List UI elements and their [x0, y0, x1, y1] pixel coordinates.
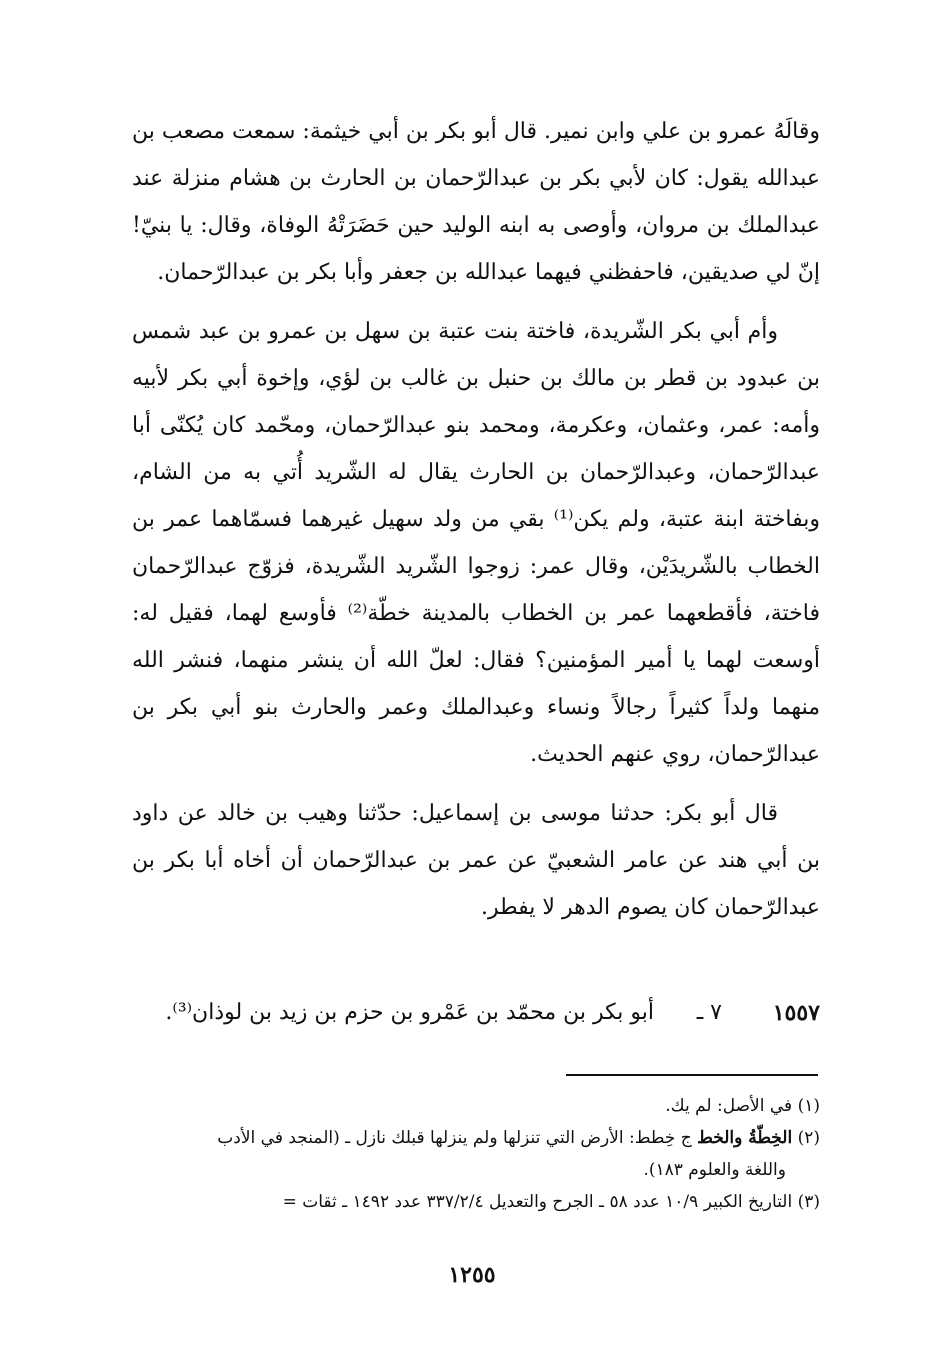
main-text [132, 108, 820, 943]
footnote-marker: (١) [797, 1096, 820, 1116]
page-number: ١٢٥٥ [448, 1262, 496, 1288]
footnote-text: التاريخ الكبير ١٠/٩ عدد ٥٨ ـ الجرح والتعديل ٣٣٧/٢/٤ عدد ١٤٩٢ ـ ثقات = [282, 1192, 793, 1212]
entry-ordinal: ٧ ـ [696, 1000, 722, 1025]
footnote-continuation: واللغة والعلوم ١٨٣). [643, 1160, 786, 1180]
footnotes [132, 1090, 820, 1218]
entry-title: أبو بكر بن محمّد بن عَمْرو بن حزم بن زيد بن لوذان⁽³⁾. [165, 1000, 654, 1025]
entry-number: ١٥٥٧ [772, 1000, 820, 1026]
paragraph-3: قال أبو بكر: حدثنا موسى بن إسماعيل: حدّثنا وهيب بن خالد عن داود بن أبي هند عن عامر الشعبيّ عن عمر بن عبدالرّحمان أن أخاه أبا بكر بن عبدالرّحمان كان يصوم الدهر لا يفطر. [132, 801, 820, 920]
footnote-2 [132, 1122, 820, 1186]
footnote-3 [132, 1186, 820, 1218]
paragraph-2: وأم أبي بكر الشّريدة، فاختة بنت عتبة بن سهل بن عمرو بن عبد شمس بن عبدود بن قطر بن مالك بن حنبل بن غالب بن لؤي، وإخوة أبي بكر لأبيه وأمه: عمر، وعثمان، وعكرمة، ومحمد بنو عبدالرّحمان، ومحّمد كان يُكنّى أبا عبدالرّحمان، وعبدالرّحمان بن الحارث يقال له الشّريد أُتي به من الشام، وبفاختة ابنة عتبة، ولم يكن⁽¹⁾ بقي من ولد سهيل غيرهما فسمّاهما عمر بن الخطاب بالشّريدَيْن، وقال عمر: زوجوا الشّريد الشّريدة، فزوّج عبدالرّحمان فاختة، فأقطعهما عمر بن الخطاب بالمدينة خطّة⁽²⁾ فأوسع لهما، فقيل له: أوسعت لهما يا أمير المؤمنين؟ فقال: لعلّ الله أن ينشر منهما، فنشر الله منهما ولداً كثيراً رجالاً ونساء وعبدالملك وعمر والحارث بنو أبي بكر بن عبدالرّحمان، روي عنهم الحديث. [132, 319, 820, 767]
footnote-separator [566, 1074, 818, 1076]
footnote-text: ج خِطط: الأرض التي تنزلها ولم ينزلها قبلك نازل ـ (المنجد في الأدب [217, 1128, 698, 1148]
footnote-marker: (٢) [797, 1128, 820, 1148]
paragraph-1: وقالَهُ عمرو بن علي وابن نمير. قال أبو بكر بن أبي خيثمة: سمعت مصعب بن عبدالله يقول: كان لأبي بكر بن عبدالرّحمان بن الحارث بن هشام منزلة عند عبدالملك بن مروان، وأوصى به ابنه الوليد حين حَضَرَتْهُ الوفاة، وقال: يا بنيّ! إنّ لي صديقين، فاحفظني فيهما عبدالله بن جعفر وأبا بكر بن عبدالرّحمان. [132, 119, 820, 285]
footnote-marker: (٣) [797, 1192, 820, 1212]
biography-entry-heading [132, 993, 820, 1033]
footnote-text: في الأصل: لم يك. [665, 1096, 793, 1116]
footnote-1 [132, 1090, 820, 1122]
footnote-term: الخِطّةُ والخط [697, 1128, 793, 1148]
